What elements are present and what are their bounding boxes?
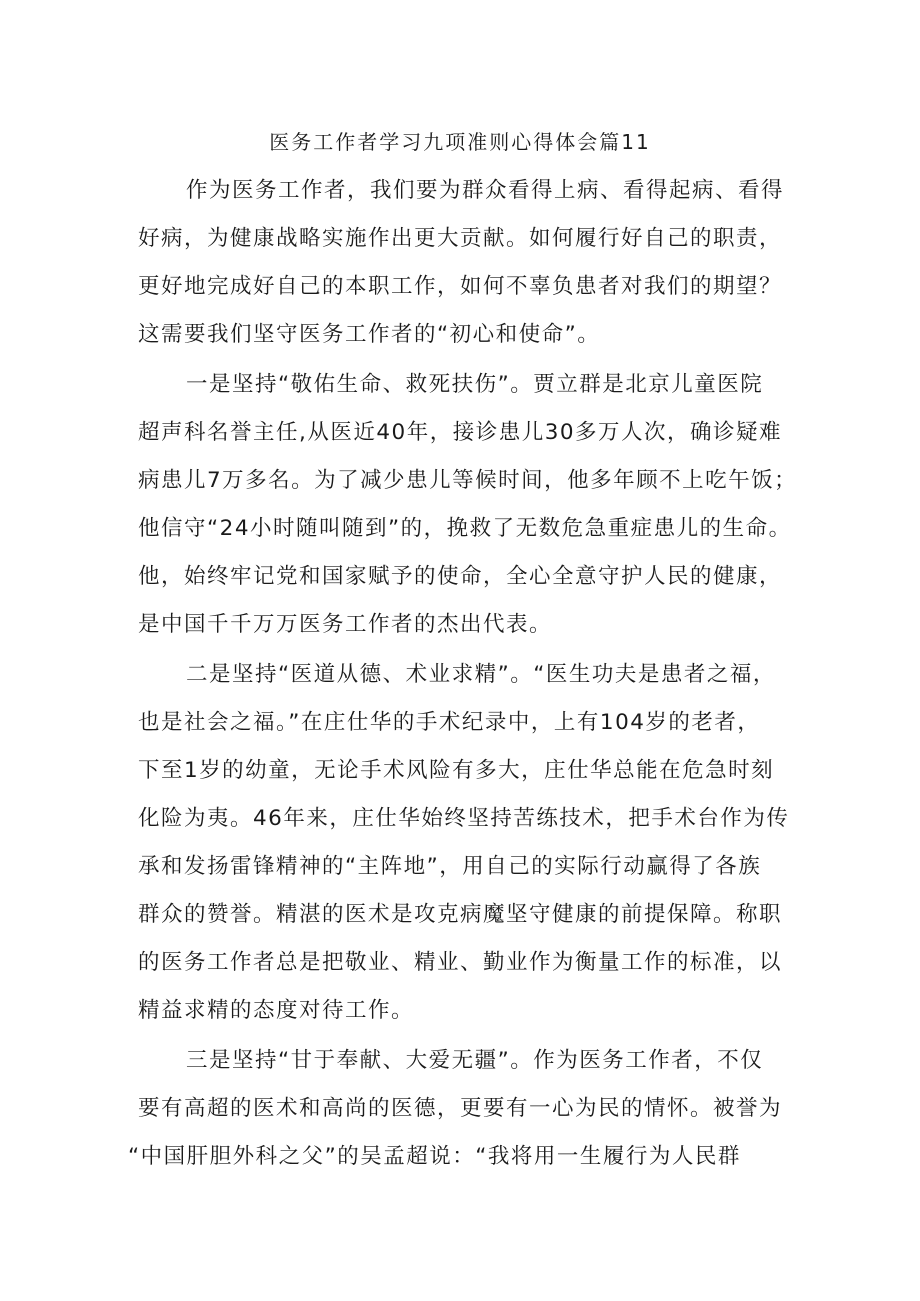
- paragraph-line: 三是坚持“甘于奉献、大爱无疆”。作为医务工作者，不仅: [186, 1048, 764, 1073]
- paragraph-line: 要有高超的医术和高尚的医德，更要有一心为民的情怀。被誉为: [138, 1096, 783, 1121]
- paragraph-line: 更好地完成好自己的本职工作，如何不辜负患者对我们的期望？: [138, 274, 783, 299]
- paragraph-line: 好病，为健康战略实施作出更大贡献。如何履行好自己的职责，: [138, 226, 783, 251]
- paragraph-line: 下至1岁的幼童，无论手术风险有多大，庄仕华总能在危急时刻: [138, 758, 775, 783]
- paragraph-line: 是中国千千万万医务工作者的杰出代表。: [138, 612, 553, 637]
- paragraph-line: “中国肝胆外科之父”的吴孟超说：“我将用一生履行为人民群: [128, 1144, 741, 1169]
- paragraph-line: 病患儿7万多名。为了减少患儿等候时间，他多年顾不上吃午饭；: [138, 468, 798, 493]
- paragraph-line: 精益求精的态度对待工作。: [138, 998, 415, 1023]
- paragraph-line: 这需要我们坚守医务工作者的“初心和使命”。: [138, 322, 601, 347]
- paragraph-line: 他，始终牢记党和国家赋予的使命，全心全意守护人民的健康，: [138, 564, 783, 589]
- paragraph-line: 作为医务工作者，我们要为群众看得上病、看得起病、看得: [186, 178, 785, 203]
- page-title: 医务工作者学习九项准则心得体会篇11: [269, 130, 651, 154]
- paragraph-line: 二是坚持“医道从德、术业求精”。“医生功夫是患者之福，: [186, 662, 776, 687]
- paragraph-line: 承和发扬雷锋精神的“主阵地”，用自己的实际行动赢得了各族: [138, 854, 762, 879]
- paragraph-line: 群众的赞誉。精湛的医术是攻克病魔坚守健康的前提保障。称职: [138, 902, 783, 927]
- paragraph-line: 的医务工作者总是把敬业、精业、勤业作为衡量工作的标准，以: [138, 950, 783, 975]
- paragraph-line: 也是社会之福。”在庄仕华的手术纪录中，上有104岁的老者，: [138, 710, 761, 735]
- paragraph-line: 一是坚持“敬佑生命、救死扶伤”。贾立群是北京儿童医院: [186, 372, 764, 397]
- paragraph-line: 超声科名誉主任,从医近40年，接诊患儿30多万人次，确诊疑难: [138, 420, 783, 445]
- paragraph-line: 他信守“24小时随叫随到”的，挽救了无数危急重症患儿的生命。: [138, 516, 792, 541]
- paragraph-line: 化险为夷。46年来，庄仕华始终坚持苦练技术，把手术台作为传: [138, 806, 790, 831]
